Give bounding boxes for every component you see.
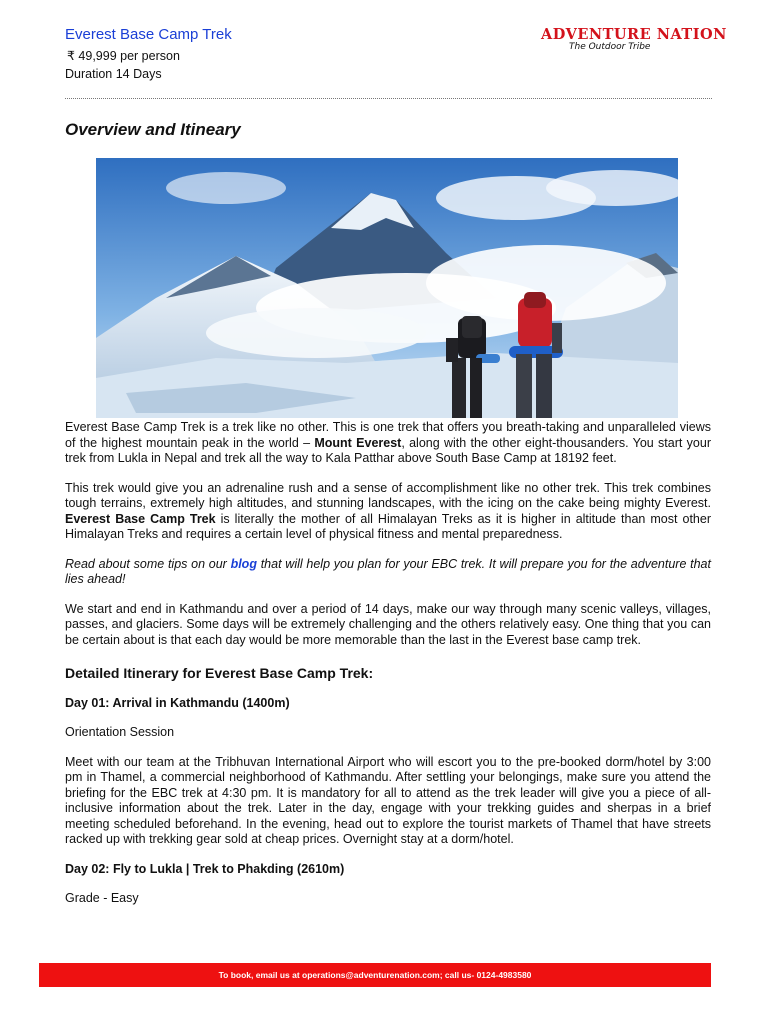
overview-paragraph-2: This trek would give you an adrenaline rush and a sense of accomplishment like no other trek. This trek combines tough terrains, extremely high altitudes, and stunning landscapes, with the icing on the cake being mighty Everest. Everest Base Camp Trek is literally the mother of all Himalayan Treks as it is higher in altitude than most other Himalayan Treks and requires a certain level of physical fitness and mental preparedness.	[65, 480, 711, 541]
mount-everest-bold: Mount Everest	[314, 435, 402, 450]
section-title: Overview and Itineary	[65, 120, 241, 139]
overview-paragraph-4: We start and end in Kathmandu and over a period of 14 days, make our way through many scenic valleys, villages, passes, and glaciers. Some days will be extremely challenging and the others relatively easy. One thing that you can be certain about is that each day would be more memorable than the last in the Everest base camp trek.	[65, 601, 711, 647]
booking-footer-banner[interactable]: To book, email us at operations@adventurenation.com; call us- 0124-4983580	[39, 963, 711, 987]
duration: Duration 14 Days	[65, 67, 162, 81]
adventure-nation-logo	[541, 26, 727, 52]
overview-paragraph-1: Everest Base Camp Trek is a trek like no other. This is one trek that offers you breath-taking and unparalleled views of the highest mountain peak in the world – Mount Everest, along with the other eight-thousanders. You start your trek from Lukla in Nepal and trek all the way to Kala Patthar above South Base Camp at 18192 feet.	[65, 420, 711, 465]
header-divider	[65, 98, 712, 99]
itinerary-heading: Detailed Itinerary for Everest Base Camp Trek:	[65, 665, 374, 681]
price: ₹ 49,999 per person	[67, 49, 180, 63]
ebc-trek-bold: Everest Base Camp Trek	[65, 511, 216, 526]
logo-brand-name: ADVENTURE NATION	[541, 26, 727, 43]
trek-title[interactable]: Everest Base Camp Trek	[65, 26, 232, 43]
blog-tip-paragraph: Read about some tips on our blog that will help you plan for your EBC trek. It will prepare you for the adventure that lies ahead!	[65, 556, 711, 586]
page-content	[65, 420, 711, 921]
day-01-description: Meet with our team at the Tribhuvan International Airport who will escort you to the pre-booked dorm/hotel by 3:00 pm in Thamel, a commercial neighborhood of Kathmandu. After settling your belongings, make sure you attend the briefing for the EBC trek at 4:30 pm. It is mandatory for all to attend as the trek leader will give you a piece of all-inclusive information about the trek. Later in the day, engage with your trekking guides and sherpas in a brief meeting scheduled beforehand. In the evening, head out to explore the tourist markets of Thamel that have streets racked up with trekking gear sold at cheap prices. Overnight stay at a dorm/hotel.	[65, 754, 711, 846]
day-02-title: Day 02: Fly to Lukla | Trek to Phakding (2610m)	[65, 861, 345, 876]
everest-trekkers-photo	[96, 158, 678, 418]
day-01-subtitle: Orientation Session	[65, 725, 175, 739]
day-02-subtitle: Grade - Easy	[65, 891, 139, 905]
day-01-title: Day 01: Arrival in Kathmandu (1400m)	[65, 695, 290, 710]
blog-link[interactable]: blog	[230, 556, 257, 571]
logo-tagline: The Outdoor Tribe	[569, 42, 651, 52]
